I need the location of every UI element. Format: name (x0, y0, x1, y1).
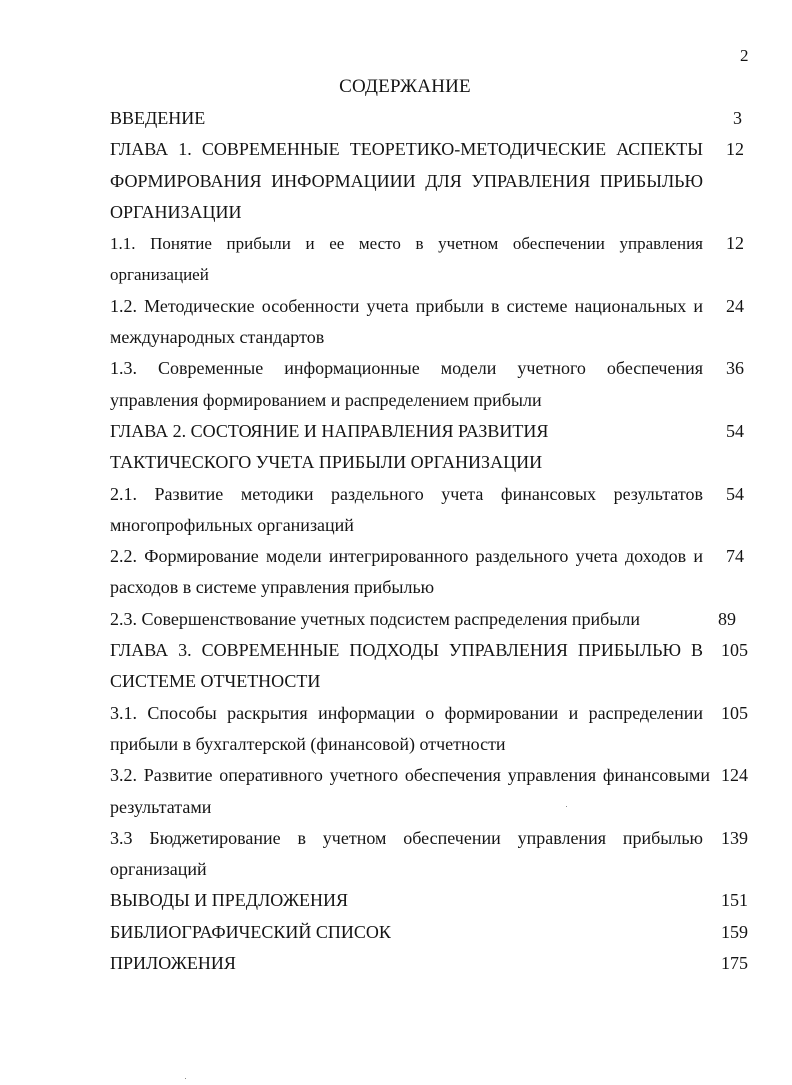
toc-entry-text: ГЛАВА 1. СОВРЕМЕННЫЕ ТЕОРЕТИКО-МЕТОДИЧЕСКИЕ АСПЕКТЫ ФОРМИРОВАНИЯ ИНФОРМАЦИИИ ДЛЯ УПРАВЛЕНИЯ ПРИБЫЛЬЮ ОРГАНИЗАЦИИ (110, 139, 703, 222)
toc-entry-text: 3.2. Развитие оперативного учетного обеспечения управления финансовыми результатами (110, 765, 710, 817)
toc-entry-section-1-3[interactable] (110, 353, 750, 416)
toc-entry-page: 159 (721, 921, 748, 942)
toc-entry-text: 1.1. Понятие прибыли и ее место в учетном обеспечении управления организацией (110, 234, 703, 285)
toc-entry-page: 3 (733, 108, 742, 128)
toc-entry-page: 151 (721, 890, 748, 911)
toc-entry-text: 3.3 Бюджетирование в учетном обеспечении управления прибылью организаций (110, 827, 703, 880)
toc-entry-text: ПРИЛОЖЕНИЯ (110, 953, 236, 974)
page-number: 2 (740, 46, 749, 65)
toc-entry-text: 2.2. Формирование модели интегрированного раздельного учета доходов и расходов в системе управления прибылью (110, 546, 703, 598)
toc-entry-page: 139 (721, 827, 748, 848)
toc-entry-page: 54 (726, 420, 744, 441)
toc-entry-page: 105 (721, 640, 748, 661)
toc-entry-section-2-1[interactable] (110, 479, 750, 542)
toc-entry-page: 24 (726, 295, 744, 316)
toc-entry-text: 2.1. Развитие методики раздельного учета финансовых результатов многопрофильных организаций (110, 483, 703, 535)
toc-entry-text: ГЛАВА 3. СОВРЕМЕННЫЕ ПОДХОДЫ УПРАВЛЕНИЯ ПРИБЫЛЬЮ В СИСТЕМЕ ОТЧЕТНОСТИ (110, 640, 703, 692)
toc-entry-section-2-3[interactable] (110, 604, 750, 635)
toc-entry-text: 2.3. Совершенствование учетных подсистем распределения прибыли (110, 608, 641, 629)
toc-entry-conclusions[interactable] (110, 885, 750, 916)
toc-entry-page: 105 (721, 702, 748, 723)
toc-entry-page: 54 (726, 483, 744, 504)
toc-entry-page: 89 (718, 608, 736, 629)
scan-speck (185, 1078, 186, 1079)
toc-entry-text: 1.3. Современные информационные модели учетного обеспечения управления формированием и распределением прибыли (110, 358, 703, 410)
table-of-contents (110, 103, 750, 979)
toc-title: СОДЕРЖАНИЕ (339, 76, 471, 97)
toc-entry-page: 36 (726, 358, 744, 379)
toc-entry-page: 12 (726, 139, 744, 160)
toc-entry-section-3-3[interactable] (110, 823, 750, 886)
toc-entry-page: 12 (726, 233, 744, 254)
toc-entry-text: ГЛАВА 2. СОСТОЯНИЕ И НАПРАВЛЕНИЯ РАЗВИТИЯ ТАКТИЧЕСКОГО УЧЕТА ПРИБЫЛИ ОРГАНИЗАЦИИ (110, 420, 549, 473)
toc-entry-page: 124 (721, 765, 748, 786)
toc-entry-chapter-3[interactable] (110, 635, 750, 698)
toc-entry-text: 1.2. Методические особенности учета прибыли в системе национальных и международных стандартов (110, 295, 703, 348)
toc-entry-chapter-2[interactable] (110, 416, 750, 479)
toc-entry-appendices[interactable] (110, 948, 750, 979)
toc-entry-chapter-1[interactable] (110, 134, 750, 228)
toc-entry-bibliography[interactable] (110, 917, 750, 948)
toc-entry-section-3-1[interactable] (110, 698, 750, 761)
toc-entry-text: 3.1. Способы раскрытия информации о формировании и распределении прибыли в бухгалтерской (финансовой) отчетности (110, 702, 703, 754)
toc-entry-introduction[interactable] (110, 103, 750, 134)
scan-speck (566, 806, 567, 807)
toc-entry-section-3-2[interactable] (110, 760, 750, 823)
toc-entry-text: ВВЕДЕНИЕ (110, 108, 206, 128)
toc-entry-page: 74 (726, 546, 744, 567)
toc-entry-section-2-2[interactable] (110, 541, 750, 604)
toc-entry-text: БИБЛИОГРАФИЧЕСКИЙ СПИСОК (110, 921, 391, 942)
toc-entry-section-1-2[interactable] (110, 291, 750, 354)
toc-entry-page: 175 (721, 953, 748, 974)
toc-entry-section-1-1[interactable] (110, 228, 750, 291)
toc-entry-text: ВЫВОДЫ И ПРЕДЛОЖЕНИЯ (110, 890, 348, 911)
